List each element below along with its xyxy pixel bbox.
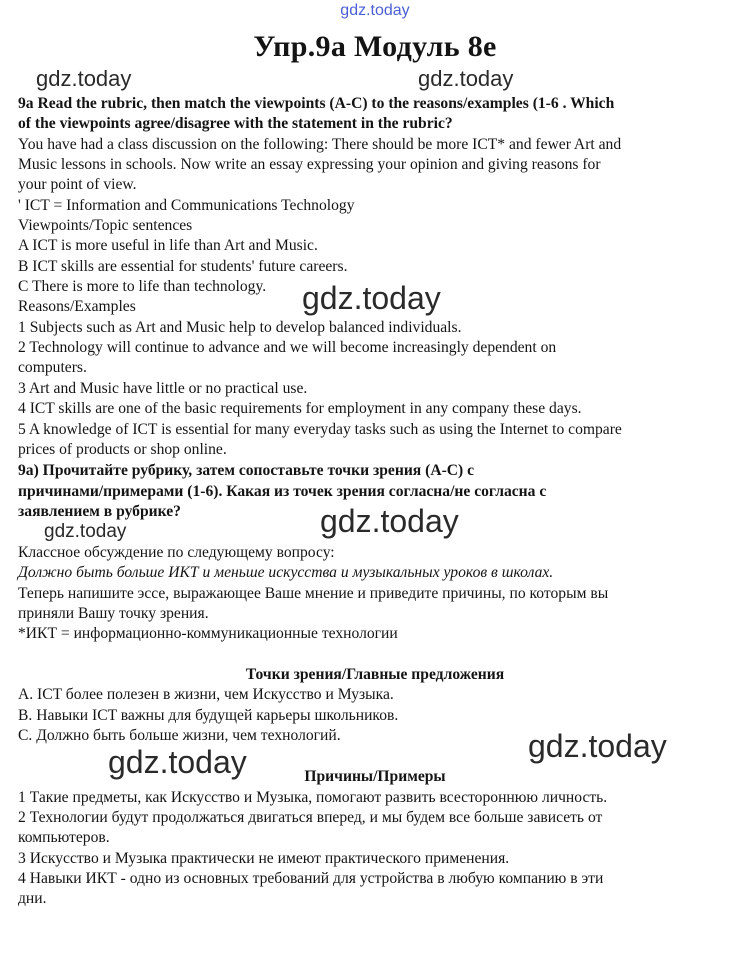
- page-title: Упр.9а Модуль 8e: [253, 30, 497, 63]
- english-rubric-line-3: your point of view.: [18, 176, 137, 193]
- watermark: gdz.today: [44, 521, 127, 542]
- english-reason-5: 5 A knowledge of ICT is essential for many everyday tasks such as using the Internet to compare: [18, 421, 622, 438]
- russian-task-line-1: 9а) Прочитайте рубрику, затем сопоставьте точки зрения (A-C) с: [18, 462, 475, 479]
- english-reason-5-cont: prices of products or shop online.: [18, 441, 227, 458]
- english-reasons-heading: Reasons/Examples: [18, 298, 136, 315]
- russian-reason-3: 3 Искусство и Музыка практически не имеют практического применения.: [18, 850, 510, 867]
- russian-viewpoint-a: A. ICT более полезен в жизни, чем Искусство и Музыка.: [18, 686, 394, 703]
- russian-task-line-2: причинами/примерами (1-6). Какая из точек зрения согласна/не согласна с: [18, 483, 547, 500]
- russian-viewpoint-b: B. Навыки ICT важны для будущей карьеры школьников.: [18, 707, 399, 724]
- russian-reason-1: 1 Такие предметы, как Искусство и Музыка, помогают развить всестороннюю личность.: [18, 789, 608, 806]
- english-reason-3: 3 Art and Music have little or no practical use.: [18, 380, 308, 397]
- english-task-line-1: 9a Read the rubric, then match the viewpoints (A-C) to the reasons/examples (1-6 . Which: [18, 95, 615, 112]
- english-rubric-line-1: You have had a class discussion on the following: There should be more ICT* and fewer Art and: [18, 136, 622, 153]
- english-reason-2-cont: computers.: [18, 359, 87, 376]
- russian-viewpoints-heading: Точки зрения/Главные предложения: [245, 666, 505, 683]
- english-reason-2: 2 Technology will continue to advance and we will become increasingly dependent on: [18, 339, 557, 356]
- english-footnote: ' ICT = Information and Communications Technology: [18, 197, 355, 214]
- watermark: gdz.today: [528, 728, 667, 764]
- russian-intro: Классное обсуждение по следующему вопросу:: [18, 544, 335, 561]
- russian-instruction-line-2: приняли Вашу точку зрения.: [18, 605, 209, 622]
- watermark: gdz.today: [418, 66, 514, 91]
- russian-reason-2: 2 Технологии будут продолжаться двигаться вперед, и мы будем все больше зависеть от: [18, 809, 603, 826]
- english-reason-1: 1 Subjects such as Art and Music help to develop balanced individuals.: [18, 319, 462, 336]
- watermark: gdz.today: [302, 280, 441, 316]
- russian-statement: Должно быть больше ИКТ и меньше искусства и музыкальных уроков в школах.: [18, 564, 554, 581]
- russian-reason-4-cont: дни.: [18, 890, 47, 907]
- russian-instruction-line-1: Теперь напишите эссе, выражающее Ваше мнение и приведите причины, по которым вы: [18, 585, 609, 602]
- english-reason-4: 4 ICT skills are one of the basic requirements for employment in any company these days.: [18, 400, 582, 417]
- russian-reason-4: 4 Навыки ИКТ - одно из основных требований для устройства в любую компанию в эти: [18, 870, 604, 887]
- watermark: gdz.today: [36, 66, 132, 91]
- english-rubric-line-2: Music lessons in schools. Now write an essay expressing your opinion and giving reasons for: [18, 156, 601, 173]
- russian-reasons-heading: Причины/Примеры: [304, 768, 446, 785]
- english-viewpoint-b: B ICT skills are essential for students' future careers.: [18, 258, 348, 275]
- russian-reason-2-cont: компьютеров.: [18, 829, 110, 846]
- russian-footnote: *ИКТ = информационно-коммуникационные технологии: [18, 625, 398, 642]
- russian-viewpoint-c: C. Должно быть больше жизни, чем технологий.: [18, 727, 341, 744]
- watermark: gdz.today: [320, 503, 459, 539]
- russian-task-line-3: заявлением в рубрике?: [18, 503, 181, 520]
- english-task-line-2: of the viewpoints agree/disagree with the statement in the rubric?: [18, 115, 453, 132]
- english-viewpoints-heading: Viewpoints/Topic sentences: [18, 217, 193, 234]
- english-viewpoint-c: C There is more to life than technology.: [18, 278, 267, 295]
- english-viewpoint-a: A ICT is more useful in life than Art and Music.: [18, 237, 318, 254]
- top-watermark: gdz.today: [340, 2, 410, 19]
- watermark: gdz.today: [108, 744, 247, 780]
